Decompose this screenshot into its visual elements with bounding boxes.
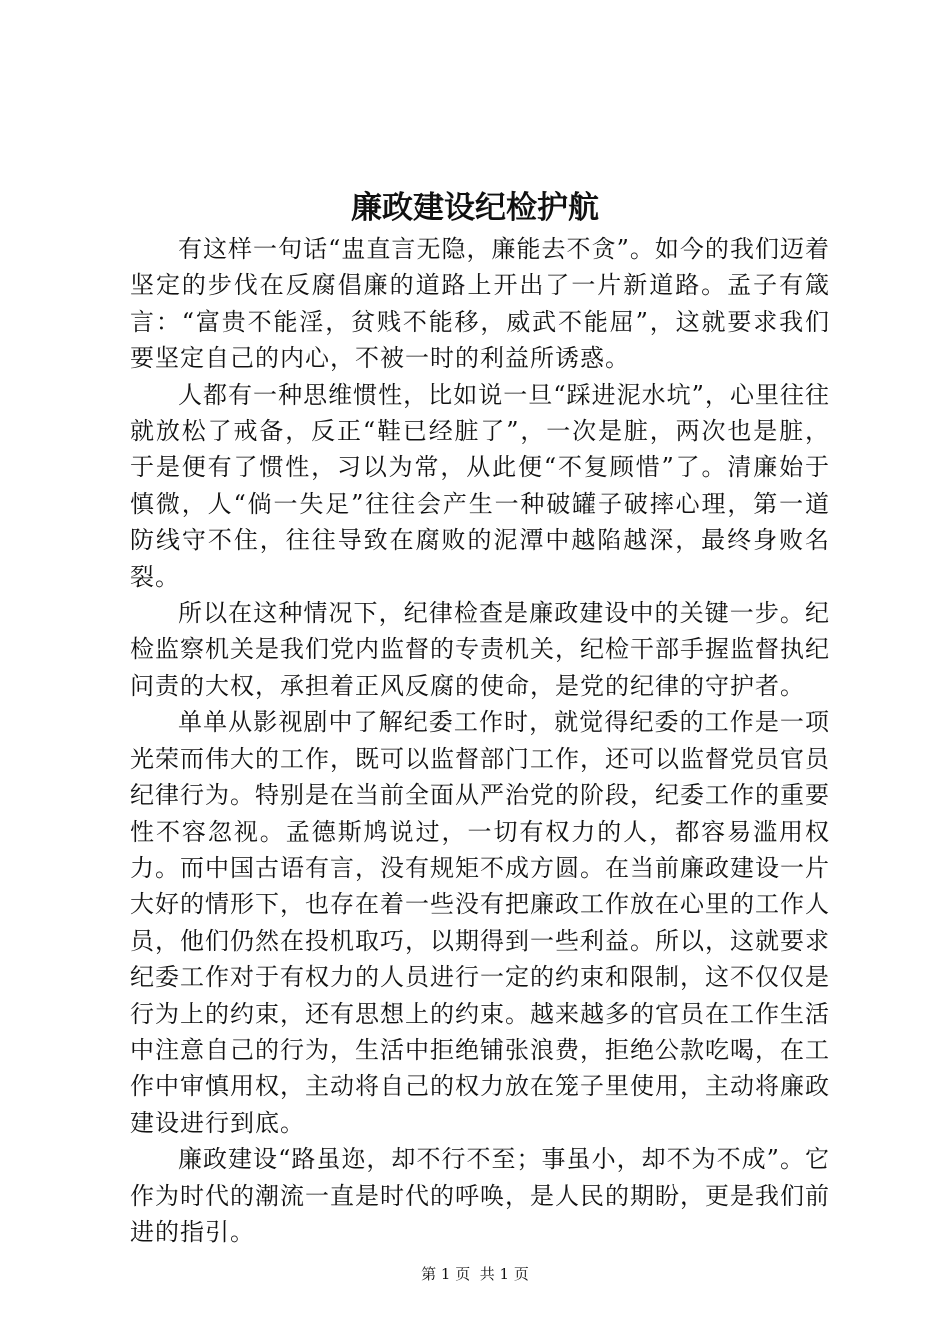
paragraph-2: 人都有一种思维惯性，比如说一旦“踩进泥水坑”，心里往往就放松了戒备，反正“鞋已经脏了”，一次是脏，两次也是脏，于是便有了惯性，习以为常，从此便“不复顾惜”了。清廉始于慎微，人“倘一失足”往往会产生一种破罐子破摔心理，第一道防线守不住，往往导致在腐败的泥潭中越陷越深，最终身败名裂。 bbox=[130, 380, 830, 591]
paragraph-5: 廉政建设“路虽迩，却不行不至；事虽小，却不为不成”。它作为时代的潮流一直是时代的呼唤，是人民的期盼，更是我们前进的指引。 bbox=[130, 1145, 830, 1246]
paragraph-4: 单单从影视剧中了解纪委工作时，就觉得纪委的工作是一项光荣而伟大的工作，既可以监督部门工作，还可以监督党员官员纪律行为。特别是在当前全面从严治党的阶段，纪委工作的重要性不容忽视。孟德斯鸠说过，一切有权力的人，都容易滥用权力。而中国古语有言，没有规矩不成方圆。在当前廉政建设一片大好的情形下，也存在着一些没有把廉政工作放在心里的工作人员，他们仍然在投机取巧，以期得到一些利益。所以，这就要求纪委工作对于有权力的人员进行一定的约束和限制，这不仅仅是行为上的约束，还有思想上的约束。越来越多的官员在工作生活中注意自己的行为，生活中拒绝铺张浪费，拒绝公款吃喝，在工作中审慎用权，主动将自己的权力放在笼子里使用，主动将廉政建设进行到底。 bbox=[130, 708, 830, 1137]
paragraph-3: 所以在这种情况下，纪律检查是廉政建设中的关键一步。纪检监察机关是我们党内监督的专责机关，纪检干部手握监督执纪问责的大权，承担着正风反腐的使命，是党的纪律的守护者。 bbox=[130, 599, 830, 700]
paragraph-1: 有这样一句话“盅直言无隐，廉能去不贪”。如今的我们迈着坚定的步伐在反腐倡廉的道路上开出了一片新道路。孟子有箴言：“富贵不能淫，贫贱不能移，威武不能屈”，这就要求我们要坚定自己的内心，不被一时的利益所诱惑。 bbox=[130, 235, 830, 373]
page-number-footer: 第 1 页 共 1 页 bbox=[421, 1265, 529, 1283]
document-title: 廉政建设纪检护航 bbox=[351, 190, 599, 226]
document-body bbox=[130, 231, 830, 1250]
